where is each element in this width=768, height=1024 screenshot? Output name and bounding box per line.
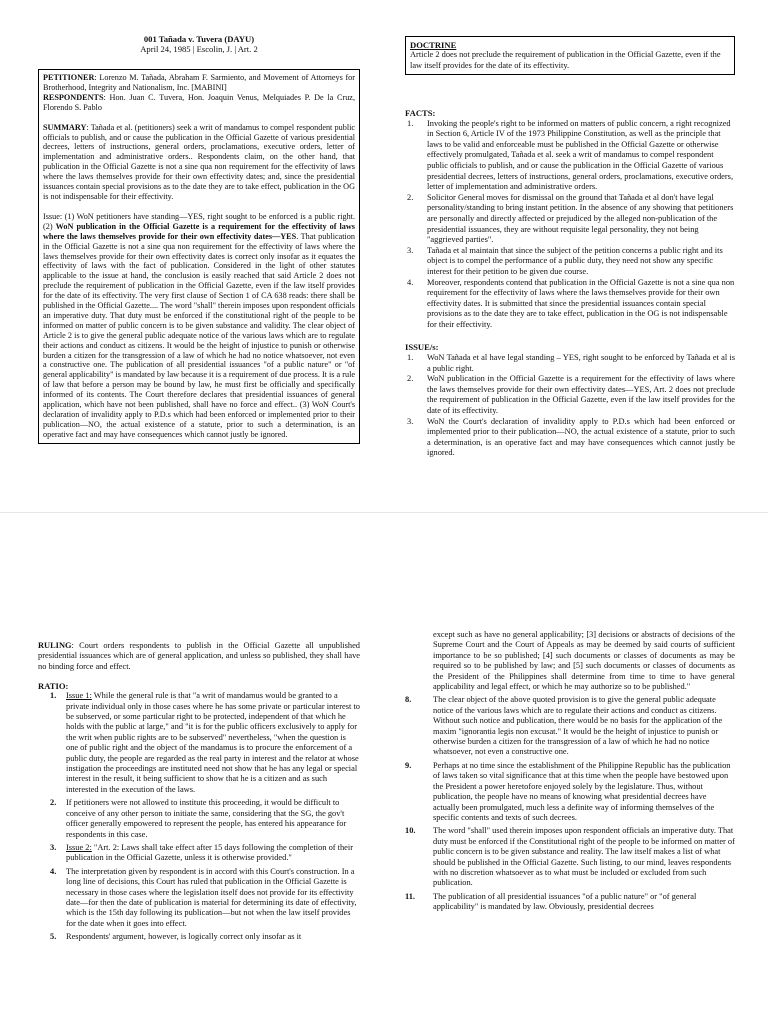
doctrine-box — [405, 36, 735, 75]
fact-item — [405, 119, 735, 193]
ratio-item — [38, 798, 360, 840]
respondents-label: RESPONDENTS — [43, 92, 104, 102]
ratio-label-line: RATIO: — [38, 681, 69, 692]
summary-label: SUMMARY — [43, 122, 87, 132]
case-title — [38, 34, 360, 54]
document-page-2 — [0, 512, 768, 1024]
list-number: 9. — [405, 760, 412, 770]
list-item-text: While the general rule is that "a writ of mandamus would be granted to a private individual only in those cases where he has some private or particular interest to be subserved, or some particular right to be protected, independent of that which he holds with the public at large," and "it is for the public officers exclusively to apply for the writ when public rights are to be subserved" nevertheless, "when the question is one of public right and the object of the mandamus is to procure the enforcement of a public duty, the people are regarded as the real party in interest and the relator at whose instigation the proceedings are instituted need not show that he has any legal or special interest in the result, it being sufficient to show that he is a citizen and as such interested in the execution of the laws. — [66, 691, 360, 794]
issue-item — [405, 374, 735, 416]
list-number: 11. — [405, 891, 416, 901]
ratio-item — [38, 867, 360, 929]
fact-item — [405, 246, 735, 278]
list-number: 2. — [50, 798, 57, 808]
issue-lead: Issue 2: — [66, 842, 92, 852]
list-number: 8. — [405, 695, 412, 705]
list-number: 4. — [50, 866, 57, 876]
issue-item — [405, 417, 735, 459]
facts-label: FACTS: — [405, 108, 436, 118]
ruling-label: RULING — [38, 641, 72, 650]
doctrine-text: Article 2 does not preclude the requirement of publication in the Official Gazette, even if the law itself provides for the date of its effectivity. — [410, 50, 721, 70]
list-item-text: Solicitor General moves for dismissal on the ground that Tañada et al don't have legal personality/standing to bring instant petition. In the absence of any showing that petitioners are personally and directly affected or prejudiced by the alleged non-publication of the presidential issuances, they are without requisite legal personality, they not being "aggrieved parties". — [427, 192, 734, 245]
continuation-text: except such as have no general applicability; [3] decisions or abstracts of decisions of the Supreme Court and the Court of Appeals as may be deemed by said courts of sufficient importance to be so published; [4] such documents or classes of documents as may be required so to be published by law; and [5] such documents or classes of documents as the President of the Philippines shall determine from time to time to have general applicability and legal effect, or which he may authorize so to be published." — [433, 630, 735, 692]
ratio-item — [405, 695, 735, 757]
issues-label: ISSUE/s: — [405, 342, 439, 353]
facts-section — [405, 108, 735, 459]
summary-text: : Tañada et al. (petitioners) seek a writ of mandamus to compel respondent public officials to publish, and or cause the publication in the Official Gazette of various presidential decrees, letters of instructions, general orders, proclamations, executive orders, letter of implementation and administrative orders.. Respondents claim, on the other hand, that publication in the Official Gazette is not a sine qua non requirement for the effectivity of laws where the laws themselves provide for their own effectivity dates; and, since the presidential issuances contain special provisions as to the date they are to take effect, publication in the OG is not indispensable for their effectivity. — [43, 122, 355, 201]
summary-issue-a: Issue: (1) WoN petitioners have standing—YES, right sought to be enforced is a public right. (2) — [43, 211, 355, 231]
ratio-item — [38, 691, 360, 795]
fact-item — [405, 193, 735, 246]
doctrine-label: DOCTRINE — [410, 40, 457, 50]
list-item-text: The interpretation given by respondent is in accord with this Court's construction. In a long line of decisions, this Court has ruled that publication in the Official Gazette is necessary in those cases where the legislation itself does not provide for its effectivity date—for then the date of publication is material for determining its date of effectivity, which is the 15th day following its publication—but not when the law itself provides for the date when it goes into effect. — [66, 866, 357, 928]
ratio-item — [38, 932, 360, 942]
list-number: 3. — [407, 245, 414, 255]
list-item-text: Invoking the people's right to be informed on matters of public concern, a right recognized in Section 6, Article IV of the 1973 Philippine Constitution, as well as the principle that laws to be valid and enforceable must be published in the Official Gazette or otherwise effectively promulgated, Tañada et al. seek a writ of mandamus to compel respondent public officials to publish, and or cause the publication in the Official Gazette of various presidential decrees, letters of instructions, general orders, proclamations, executive orders, letter of implementation and administrative orders. — [427, 118, 734, 192]
list-item-text: The word "shall" used therein imposes upon respondent officials an imperative duty. That duty must be enforced if the Constitutional right of the people to be informed on matter of public concern is to be given substance and reality. The law itself makes a list of what should be published in the Official Gazette. Such listing, to our mind, leaves respondents with no discretion whatsoever as to what must be included or excluded from such publication. — [433, 826, 735, 888]
summary-issue-bold: WoN publication in the Official Gazette is a requirement for the effectivity of laws where the laws themselves provide for their own effectivity dates—YES — [43, 221, 355, 241]
ratio-item — [405, 892, 735, 913]
case-date-line: April 24, 1985 | Escolin, J. | Art. 2 — [140, 44, 258, 54]
list-number: 10. — [405, 826, 416, 836]
list-number: 1. — [407, 118, 414, 128]
issues-list — [405, 353, 735, 459]
ratio-label: RATIO — [38, 681, 66, 692]
summary-issues-paragraph — [43, 212, 355, 440]
petitioner-label: PETITIONER — [43, 73, 95, 82]
list-item-text: Perhaps at no time since the establishment of the Philippine Republic has the publication of laws taken so vital significance that at this time when the people have bestowed upon the President a power heretofore enjoyed solely by the legislature. Thus, without publication, the people have no means of knowing what presidential decrees have actually been promulgated, much less a definite way of informing themselves of the specific contents and texts of such decrees. — [433, 760, 731, 822]
ratio-item — [405, 761, 735, 823]
petitioner-line — [43, 73, 355, 93]
list-item-text: The publication of all presidential issuances "of a public nature" or "of general applicability" is mandated by law. Obviously, presidential decrees — [433, 891, 697, 912]
ruling-text: : Court orders respondents to publish in the Official Gazette all unpublished presidential issuances which are of general application, and unless so published, they shall have no binding force and effect. — [38, 641, 360, 671]
respondents-text: : Hon. Juan C. Tuvera, Hon. Joaquin Venus, Melquiades P. De la Cruz, Florendo S. Pablo — [43, 92, 355, 112]
respondents-line — [43, 93, 355, 113]
case-name: 001 Tañada v. Tuvera (DAYU) — [143, 34, 255, 44]
list-item-text: Tañada et al maintain that since the subject of the petition concerns a public right and its object is to compel the performance of a public duty, they need not show any specific interest for their petition to be given due course. — [427, 245, 723, 276]
facts-list — [405, 119, 735, 331]
list-item-text: WoN Tañada et al have legal standing – YES, right sought to be enforced by Tañada et al is a public right. — [427, 353, 735, 373]
ratio-list-continued — [405, 695, 735, 912]
list-item-text: The clear object of the above quoted provision is to give the general public adequate notice of the various laws which are to regulate their actions and conduct as citizens. Without such notice and publication, there would be no basis for the application of the maxim "ignorantia legis non excusat." It would be the height of injustice to punish or otherwise burden a citizen for the transgression of a law of which he had no notice whatsoever, not even a constructive one. — [433, 695, 723, 757]
list-number: 2. — [407, 374, 414, 384]
list-number: 3. — [50, 842, 57, 852]
list-number: 1. — [50, 691, 57, 701]
summary-box — [38, 69, 360, 444]
ratio-continuation — [405, 630, 735, 916]
summary-issue-b: . That publication in the Official Gazette is not a sine qua non requirement for the effectivity of laws where the laws themselves provide for their own effectivity dates is correct only insofar as it equates the effectivity of laws with the fact of publication. Considered in the light of other statutes applicable to the issue at hand, the conclusion is easily reached that said Article 2 does not preclude the requirement of publication in the Official Gazette, even if the law itself provides for the date of its effectivity. The very first clause of Section 1 of CA 638 reads: there shall be published in the Official Gazette.... The word "shall" therein imposes upon respondent officials an imperative duty. That duty must be enforced if the constitutional right of the people to be informed on matter of public concern is to be given substance and validity. The clear object of Article 2 is to give the general public adequate notice of the various laws which are to regulate their actions and conduct as citizens. It would be the height of injustice to punish or otherwise burden a citizen for the transgression of a law of which he had no notice whatsoever, not even a constructive one. The publication of all presidential issuances "of a public nature" or "of general applicability" is mandated by law because it is a requirement of due process. It is a rule of law that before a person may be bound by law, he must first be officially and specifically informed of its contents. The Court therefore declares that presidential issuances of general application, which have not been published, shall have no force and effect.. (3) WoN Court's declaration of invalidity apply to P.D.s which had been enforced or implemented prior to their publication—NO, the actual existence of a statute, prior to such a determination, is an operative fact and may have consequences which cannot justly be ignored. — [43, 231, 355, 439]
issue-item — [405, 353, 735, 374]
list-number: 5. — [50, 932, 57, 942]
list-number: 4. — [407, 277, 414, 287]
fact-item — [405, 278, 735, 331]
ruling-section — [38, 641, 360, 946]
list-number: 1. — [407, 353, 414, 363]
ratio-item — [38, 843, 360, 864]
list-item-text: Moreover, respondents contend that publication in the Official Gazette is not a sine qua non requirement for the effectivity of laws where the laws themselves provide for their own effectivity dates. It is submitted that since the presidential issuances contain special provisions as to the date they are to take effect, publication in the OG is not indispensable for their effectivity. — [427, 277, 735, 329]
summary-paragraph — [43, 123, 355, 202]
list-item-text: If petitioners were not allowed to institute this proceeding, it would be difficult to conceive of any other person to initiate the same, considering that the SG, the gov't officer generally empowered to represent the people, has entered his appearance for respondents in this case. — [66, 798, 347, 839]
list-item-text: Respondents' argument, however, is logically correct only insofar as it — [66, 932, 302, 942]
list-number: 3. — [407, 416, 414, 426]
ruling-paragraph — [38, 641, 360, 672]
list-item-text: WoN the Court's declaration of invalidity apply to P.D.s which had been enforced or implemented prior to their publication—NO, the actual existence of a statute, prior to such a determination, is an operative fact and may have consequences which cannot justly be ignored. — [427, 416, 735, 458]
petitioner-text: : Lorenzo M. Tañada, Abraham F. Sarmiento, and Movement of Attorneys for Brotherhood, Integrity and Nationalism, Inc. [MABINI] — [43, 73, 355, 92]
ratio-item — [405, 826, 735, 888]
list-number: 2. — [407, 192, 414, 202]
list-item-text: WoN publication in the Official Gazette is a requirement for the effectivity of laws where the laws themselves provide for their own effectivity dates—YES, Art. 2 does not preclude the requirement of publication in the Official Gazette, even if the law itself provides for the date of its effectivity. — [427, 374, 735, 416]
ratio-list — [38, 691, 360, 942]
list-item-text: "Art. 2: Laws shall take effect after 15 days following the completion of their publication in the Official Gazette, unless it is otherwise provided." — [66, 842, 354, 863]
issue-lead: Issue 1: — [66, 691, 92, 701]
